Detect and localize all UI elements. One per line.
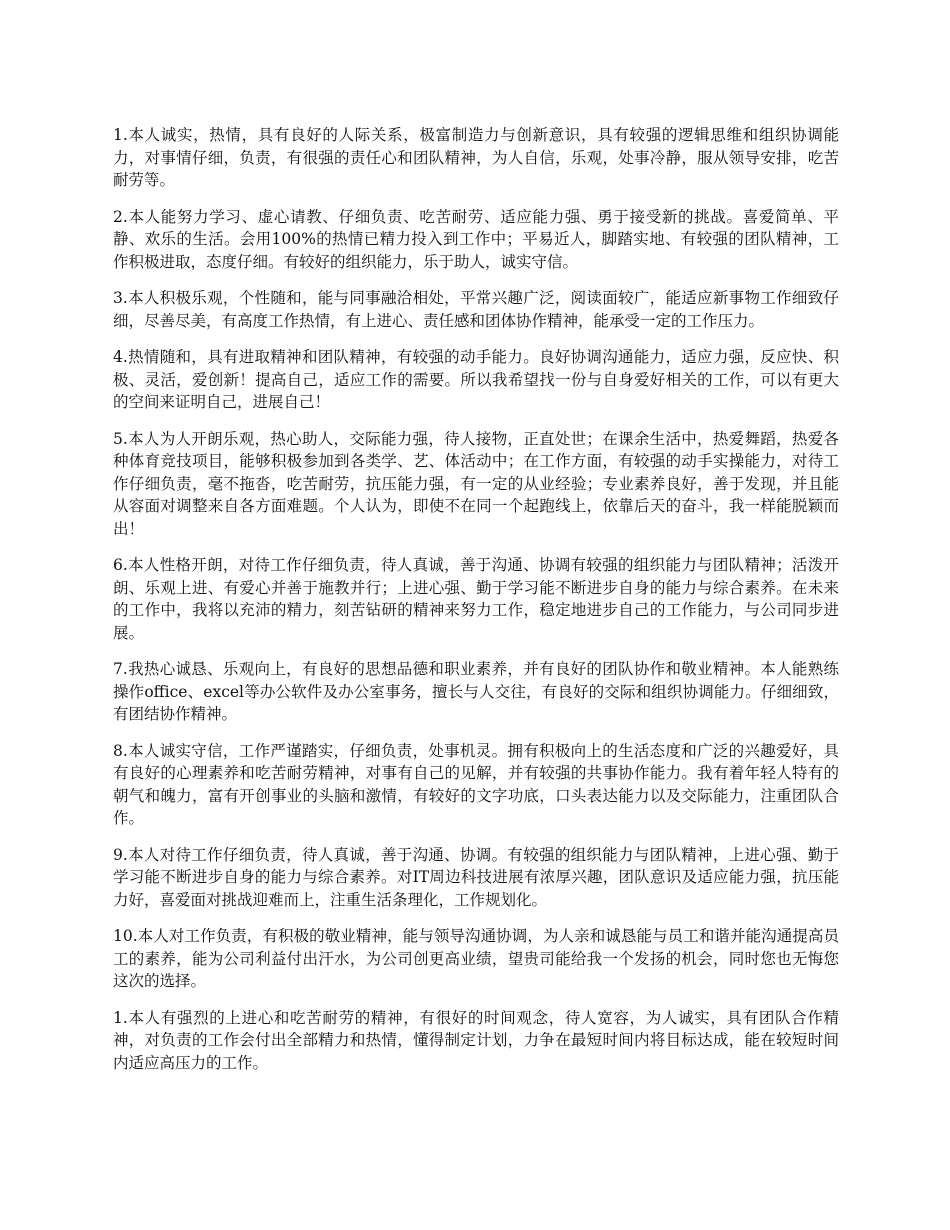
paragraph-1: 1.本人诚实，热情，具有良好的人际关系，极富制造力与创新意识，具有较强的逻辑思维和组织协调能力，对事情仔细，负责，有很强的责任心和团队精神，为人自信，乐观，处事冷静，服从领导安排，吃苦耐劳等。 (113, 126, 839, 189)
paragraph-6: 6.本人性格开朗，对待工作仔细负责，待人真诚，善于沟通、协调有较强的组织能力与团队精神；活泼开朗、乐观上进、有爱心并善于施教并行；上进心强、勤于学习能不断进步自身的能力与综合素养。在未来的工作中，我将以充沛的精力，刻苦钻研的精神来努力工作，稳定地进步自己的工作能力，与公司同步进展。 (113, 556, 839, 642)
paragraph-2: 2.本人能努力学习、虚心请教、仔细负责、吃苦耐劳、适应能力强、勇于接受新的挑战。喜爱简单、平静、欢乐的生活。会用100%的热情已精力投入到工作中；平易近人，脚踏实地、有较强的团队精神，工作积极进取，态度仔细。有较好的组织能力，乐于助人，诚实守信。 (113, 207, 839, 271)
paragraph-4: 4.热情随和，具有进取精神和团队精神，有较强的动手能力。良好协调沟通能力，适应力强，反应快、积极、灵活，爱创新！提高自己，适应工作的需要。所以我希望找一份与自身爱好相关的工作，可以有更大的空间来证明自己，进展自己！ (113, 348, 839, 411)
paragraph-3: 3.本人积极乐观，个性随和，能与同事融洽相处，平常兴趣广泛，阅读面较广，能适应新事物工作细致仔细，尽善尽美，有高度工作热情，有上进心、责任感和团体协作精神，能承受一定的工作压力。 (113, 289, 839, 330)
paragraph-9: 9.本人对待工作仔细负责，待人真诚，善于沟通、协调。有较强的组织能力与团队精神，上进心强、勤于学习能不断进步自身的能力与综合素养。对IT周边科技进展有浓厚兴趣，团队意识及适应能力强，抗压能力好，喜爱面对挑战迎难而上，注重生活条理化，工作规划化。 (113, 845, 839, 909)
paragraph-8: 8.本人诚实守信，工作严谨踏实，仔细负责，处事机灵。拥有积极向上的生活态度和广泛的兴趣爱好，具有良好的心理素养和吃苦耐劳精神，对事有自己的见解，并有较强的共事协作能力。我有着年轻人特有的朝气和魄力，富有开创事业的头脑和激情，有较好的文字功底，口头表达能力以及交际能力，注重团队合作。 (113, 741, 839, 827)
paragraph-7: 7.我热心诚恳、乐观向上，有良好的思想品德和职业素养，并有良好的团队协作和敬业精神。本人能熟练操作office、excel等办公软件及办公室事务，擅长与人交往，有良好的交际和组织协调能力。仔细细致，有团结协作精神。 (113, 660, 839, 723)
paragraph-11: 1.本人有强烈的上进心和吃苦耐劳的精神，有很好的时间观念，待人宽容，为人诚实，具有团队合作精神，对负责的工作会付出全部精力和热情，懂得制定计划，力争在最短时间内将目标达成，能在较短时间内适应高压力的工作。 (113, 1008, 839, 1072)
paragraph-5: 5.本人为人开朗乐观，热心助人，交际能力强，待人接物，正直处世；在课余生活中，热爱舞蹈，热爱各种体育竞技项目，能够积极参加到各类学、艺、体活动中；在工作方面，有较强的动手实操能力，对待工作仔细负责，毫不拖沓，吃苦耐劳，抗压能力强，有一定的从业经验；专业素养良好，善于发现，并且能从容面对调整来自各方面难题。个人认为，即使不在同一个起跑线上，依靠后天的奋斗，我一样能脱颖而出！ (113, 429, 839, 538)
document-page (113, 124, 839, 1088)
paragraph-10: 10.本人对工作负责，有积极的敬业精神，能与领导沟通协调，为人亲和诚恳能与员工和谐并能沟通提高员工的素养，能为公司利益付出汗水，为公司创更高业绩，望贵司能给我一个发扬的机会，同时您也无悔您这次的选择。 (113, 927, 839, 990)
